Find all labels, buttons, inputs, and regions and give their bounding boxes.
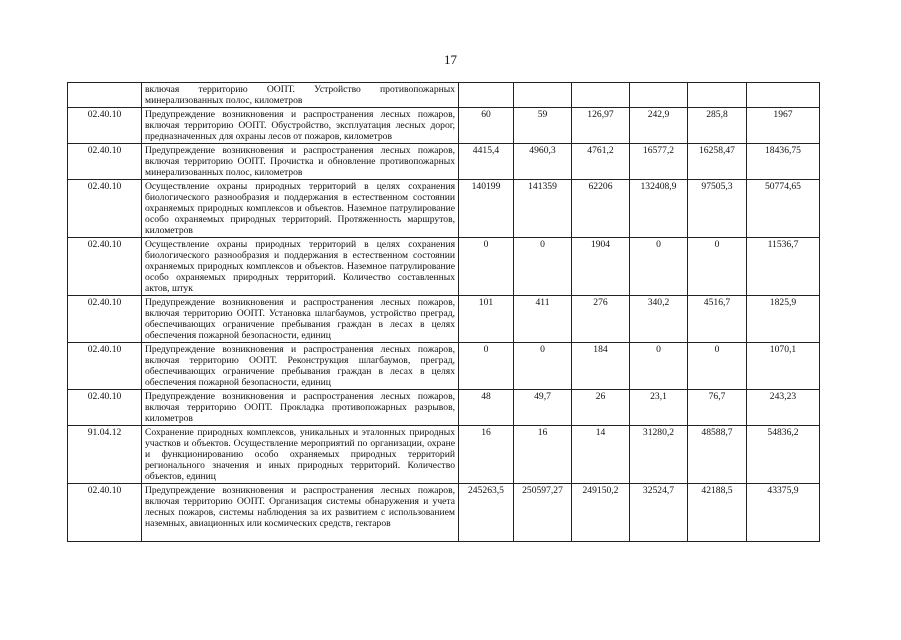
- row-description: Осуществление охраны природных территорий в целях сохранения биологического разнообразия и поддержания в естественном состоянии охраняемых природных комплексов и объектов. Наземное патрулирование особо охраняемых природных территорий. Количество составленных актов, штук: [142, 238, 459, 296]
- row-code: 02.40.10: [68, 108, 142, 144]
- table-row: [68, 484, 820, 542]
- row-value-5: 4516,7: [688, 296, 747, 343]
- table-row: [68, 343, 820, 390]
- row-value-4: 0: [630, 343, 688, 390]
- row-code: 91.04.12: [68, 426, 142, 484]
- row-value-1: 60: [459, 108, 514, 144]
- row-description: Осуществление охраны природных территорий в целях сохранения биологического разнообразия и поддержания в естественном состоянии охраняемых природных комплексов и объектов. Наземное патрулирование особо охраняемых природных территорий. Протяженность маршрутов, километров: [142, 180, 459, 238]
- row-value-6: [747, 83, 820, 108]
- row-value-1: 0: [459, 343, 514, 390]
- row-code: 02.40.10: [68, 238, 142, 296]
- row-value-5: 97505,3: [688, 180, 747, 238]
- row-value-2: 250597,27: [514, 484, 572, 542]
- row-value-6: 18436,75: [747, 144, 820, 180]
- row-value-4: 0: [630, 238, 688, 296]
- table-row: [68, 390, 820, 426]
- row-value-5: 16258,47: [688, 144, 747, 180]
- row-value-2: 16: [514, 426, 572, 484]
- row-description: Предупреждение возникновения и распространения лесных пожаров, включая территорию ООПТ. Организация системы обнаружения и учета лесных пожаров, системы наблюдения за их развитием с использованием наземных, авиационных или космических средств, гектаров: [142, 484, 459, 542]
- row-code: 02.40.10: [68, 296, 142, 343]
- row-value-3: 276: [572, 296, 630, 343]
- row-description: Предупреждение возникновения и распространения лесных пожаров, включая территорию ООПТ. Установка шлагбаумов, устройство преград, обеспечивающих ограничение пребывания граждан в лесах в целях обеспечения пожарной безопасности, единиц: [142, 296, 459, 343]
- row-description: включая территорию ООПТ. Устройство противопожарных минерализованных полос, километров: [142, 83, 459, 108]
- row-value-3: 1904: [572, 238, 630, 296]
- table-row: [68, 238, 820, 296]
- row-value-6: 11536,7: [747, 238, 820, 296]
- row-value-4: 132408,9: [630, 180, 688, 238]
- row-value-1: 48: [459, 390, 514, 426]
- row-value-5: 76,7: [688, 390, 747, 426]
- row-value-2: 0: [514, 343, 572, 390]
- row-value-6: 50774,65: [747, 180, 820, 238]
- row-description: Предупреждение возникновения и распространения лесных пожаров, включая территорию ООПТ. Прочистка и обновление противопожарных минерализованных полос, километров: [142, 144, 459, 180]
- row-value-3: 4761,2: [572, 144, 630, 180]
- table-row: [68, 296, 820, 343]
- row-description: Сохранение природных комплексов, уникальных и эталонных природных участков и объектов. Осуществление мероприятий по организации, охране и функционированию особо охраняемых природных территорий регионального значения и иных природных территорий. Количество объектов, единиц: [142, 426, 459, 484]
- row-value-4: 242,9: [630, 108, 688, 144]
- row-value-5: 42188,5: [688, 484, 747, 542]
- row-value-6: 54836,2: [747, 426, 820, 484]
- row-value-2: 4960,3: [514, 144, 572, 180]
- row-code: 02.40.10: [68, 343, 142, 390]
- row-value-2: 141359: [514, 180, 572, 238]
- row-value-1: 0: [459, 238, 514, 296]
- table-row: [68, 83, 820, 108]
- row-value-5: 0: [688, 343, 747, 390]
- row-value-6: 43375,9: [747, 484, 820, 542]
- row-value-4: 16577,2: [630, 144, 688, 180]
- table-row: [68, 144, 820, 180]
- row-value-5: 48588,7: [688, 426, 747, 484]
- row-value-1: 140199: [459, 180, 514, 238]
- row-value-2: 59: [514, 108, 572, 144]
- row-value-4: 23,1: [630, 390, 688, 426]
- row-code: 02.40.10: [68, 484, 142, 542]
- row-value-6: 1967: [747, 108, 820, 144]
- row-value-2: 0: [514, 238, 572, 296]
- row-value-6: 1825,9: [747, 296, 820, 343]
- table-row: [68, 426, 820, 484]
- row-code: [68, 83, 142, 108]
- row-value-4: 31280,2: [630, 426, 688, 484]
- row-code: 02.40.10: [68, 180, 142, 238]
- row-value-1: [459, 83, 514, 108]
- row-value-4: 340,2: [630, 296, 688, 343]
- row-description: Предупреждение возникновения и распространения лесных пожаров, включая территорию ООПТ. Реконструкция шлагбаумов, преград, обеспечивающих ограничение пребывания граждан в лесах в целях обеспечения пожарной безопасности, единиц: [142, 343, 459, 390]
- row-value-3: 184: [572, 343, 630, 390]
- row-value-3: 249150,2: [572, 484, 630, 542]
- row-value-1: 16: [459, 426, 514, 484]
- row-value-2: 49,7: [514, 390, 572, 426]
- page-number: 17: [444, 52, 457, 67]
- row-value-6: 1070,1: [747, 343, 820, 390]
- indicators-table: [67, 82, 820, 542]
- row-value-3: 26: [572, 390, 630, 426]
- row-value-1: 4415,4: [459, 144, 514, 180]
- row-description: Предупреждение возникновения и распространения лесных пожаров, включая территорию ООПТ. Прокладка противопожарных разрывов, километров: [142, 390, 459, 426]
- row-value-4: [630, 83, 688, 108]
- table-row: [68, 108, 820, 144]
- row-value-6: 243,23: [747, 390, 820, 426]
- table-body: [68, 83, 820, 542]
- row-value-4: 32524,7: [630, 484, 688, 542]
- row-value-5: 285,8: [688, 108, 747, 144]
- row-code: 02.40.10: [68, 390, 142, 426]
- row-code: 02.40.10: [68, 144, 142, 180]
- row-value-3: 126,97: [572, 108, 630, 144]
- row-value-2: [514, 83, 572, 108]
- row-value-3: [572, 83, 630, 108]
- row-value-5: 0: [688, 238, 747, 296]
- row-value-2: 411: [514, 296, 572, 343]
- row-value-5: [688, 83, 747, 108]
- table-row: [68, 180, 820, 238]
- row-value-3: 62206: [572, 180, 630, 238]
- row-value-1: 101: [459, 296, 514, 343]
- row-description: Предупреждение возникновения и распространения лесных пожаров, включая территорию ООПТ. Обустройство, эксплуатация лесных дорог, предназначенных для охраны лесов от пожаров, километров: [142, 108, 459, 144]
- row-value-1: 245263,5: [459, 484, 514, 542]
- row-value-3: 14: [572, 426, 630, 484]
